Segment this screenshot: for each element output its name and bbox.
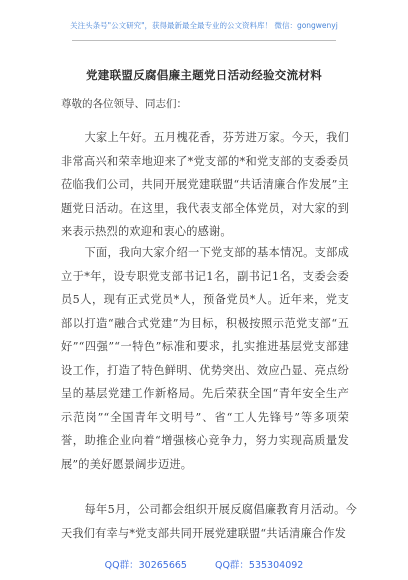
paragraph-3: 每年5月，公司都会组织开展反腐倡廉教育月活动。今天我们有幸与*党支部共同开展党建联盟“共话清廉合作发	[61, 503, 357, 540]
footer-qq-group-2: QQ群：535304092	[214, 560, 304, 571]
paragraph-1: 大家上午好。五月槐花香，芬芳进万家。今天，我们非常高兴和荣幸地迎来了*党支部的*和党支部的支委委员莅临我们公司，共同开展党建联盟“共话清廉合作发展”主题党日活动。在这里，我代表支部全体党员，对大家的到来表示热烈的欢迎和衷心的感谢。	[61, 131, 349, 238]
footer-qq-group-1: QQ群：30265665	[104, 560, 187, 571]
header-banner: 关注头条号"公文研究"，获得最新最全最专业的公文资料库！ 微信：gongwenyj	[70, 21, 338, 30]
document-title: 党建联盟反腐倡廉主题党日活动经验交流材料	[86, 68, 322, 82]
footer-contacts	[0, 557, 408, 571]
salutation: 尊敬的各位领导、同志们：	[61, 98, 187, 110]
paragraph-2: 下面，我向大家介绍一下党支部的基本情况。支部成立于*年，设专职党支部书记1名，副书记1名，支委会委员5人，现有正式党员*人，预备党员*人。近年来，党支部以打造“融合式党建”为目标，积极按照示范党支部“五好”“四强”“一特色”标准和要求，扎实推进基层党支部建设工作，打造了特色鲜明、优势突出、效应凸显、亮点纷呈的基层党建工作新格局。先后荣获全国“青年安全生产示范岗”“全国青年文明号”、省“工人先锋号”等多项荣誉，助推企业向着“增强核心竞争力，努力实现高质量发展”的美好愿景阔步迈进。	[61, 246, 349, 471]
header-divider	[72, 40, 336, 41]
